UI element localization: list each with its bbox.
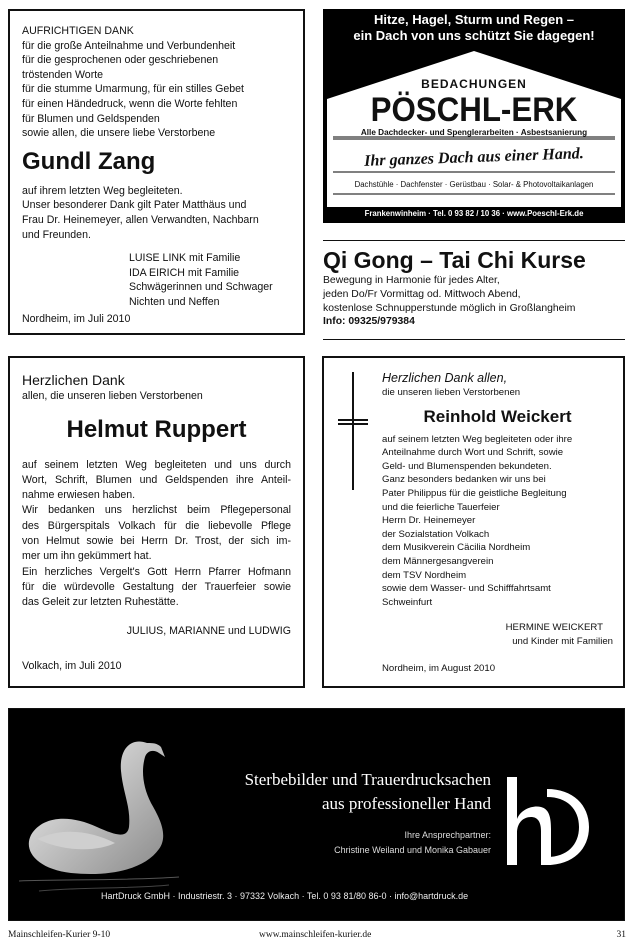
text-line: tröstenden Worte [22,68,104,81]
signer-line: HERMINE WEICKERT [505,622,603,634]
signer-line: Schwägerinnen und Schwager [129,281,273,294]
notice-gundl-zang [8,9,305,335]
text-line: das Geleit zur letzten Ruhestätte. [22,596,179,609]
text-line: für die große Anteilnahme und Verbundenheit [22,39,236,52]
qigong-ad [323,240,625,340]
text-line: Bewegung in Harmonie für jedes Alter, [323,275,500,286]
text-line: und Freunden. [22,228,91,241]
intro-text [22,24,291,141]
text-line: sowie allen, die unsere liebe Verstorbene [22,127,216,140]
hd-logo-icon [501,773,593,871]
headline-line-1: Hitze, Hagel, Sturm und Regen – [373,12,575,27]
text-line: jeden Do/Fr Vormittag od. Mittwoch Abend, [323,288,521,300]
text-line: Frau Dr. Heinemeyer, allen Verwandten, Nachbarn [22,213,259,226]
text-line: auf seinem letzten Weg begleiteten oder ihre [382,433,573,445]
text-line: sowie dem Wasser- und Schifffahrtsamt [382,583,551,595]
signers: JULIUS, MARIANNE und LUDWIG [126,624,291,637]
deceased-name: Helmut Ruppert [66,415,247,443]
text-line: dem Männergesangverein [382,555,494,567]
signer-line: IDA EIRICH mit Familie [129,266,240,279]
signer-line: LUISE LINK mit Familie [129,252,241,265]
roofing-ad [323,9,625,223]
notice-reinhold-weickert [322,356,625,688]
text-line: Wort, Schrift, Blumen und Geldspenden ihre Anteil- [22,473,291,486]
ad-footer: HartDruck GmbH · Industriestr. 3 · 97332 Volkach · Tel. 0 93 81/80 86-0 · info@hartdruck.de [101,891,469,901]
deceased-name: Reinhold Weickert [423,406,572,426]
notice-subheading: allen, die unseren lieben Verstorbenen [22,390,203,402]
info-phone: Info: 09325/979384 [323,316,415,328]
signer-line: und Kinder mit Familien [512,635,613,647]
text-line: auf ihrem letzten Weg begleiteten. [22,184,183,197]
text-line: dem TSV Nordheim [382,569,467,581]
text-line: AUFRICHTIGEN DANK [22,25,134,37]
signers [129,251,291,309]
services-line: Alle Dachdecker- und Spenglerarbeiten · Asbestsanierung [360,128,588,137]
text-line: für Blumen und Geldspenden [22,112,160,125]
signers [382,621,613,648]
qigong-title: Qi Gong – Tai Chi Kurse [323,247,586,273]
body-text [382,433,613,610]
contact-label: Ihre Ansprechpartner: [404,830,491,840]
place-date: Nordheim, im Juli 2010 [22,313,131,325]
text-line: Herrn Dr. Heinemeyer [382,515,476,527]
notice-helmut-ruppert [8,356,305,688]
text-line: Pater Philippus für die geistliche Begleitung [382,487,567,499]
body-text [22,458,291,611]
text-line: für die stumme Umarmung, für ein stilles Gebet [22,83,244,96]
text-line: und die feierliche Tauerfeier [382,501,500,513]
ad-headline-2: aus professioneller Hand [321,794,491,813]
brand-name: PÖSCHL-ERK [370,91,578,129]
place-date: Volkach, im Juli 2010 [22,660,122,672]
signer-line: Nichten und Neffen [129,295,220,308]
text-line: Ganz besonders bedanken wir uns bei [382,474,546,486]
swan-icon [19,731,219,911]
text-line: dem Musikverein Cäcilia Nordheim [382,542,531,554]
cross-bar [338,419,368,421]
text-line: des Bürgerspitals Volkach für die liebevolle Pflege [22,519,291,532]
headline-line-2: ein Dach von uns schützt Sie dagegen! [353,28,595,43]
body-text [22,184,291,242]
products-line: Dachstühle · Dachfenster · Gerüstbau · Solar- & Photovoltaikanlagen [354,180,594,189]
deceased-name: Gundl Zang [22,147,156,175]
text-line: der Sozialstation Volkach [382,528,490,540]
text-line: für die würdevolle Gestaltung der Trauerfeier sowie [22,580,291,593]
place-date: Nordheim, im August 2010 [382,663,496,674]
text-line: auf seinem letzten Weg begleiteten und uns durch [22,458,291,471]
contact-line: Frankenwinheim · Tel. 0 93 82 / 10 36 · www.Poeschl-Erk.de [364,209,584,218]
notice-heading: Herzlichen Dank [22,372,125,388]
ad-headline [323,12,625,44]
text-line: Anteilnahme durch Wort und Schrift, sowie [382,447,564,459]
text-line: für die gesprochenen oder geschriebenen [22,54,219,67]
notice-subheading: die unseren lieben Verstorbenen [382,387,521,398]
text-line: nahme erwiesen haben. [22,489,136,502]
text-line: für einen Händedruck, wenn die Worte fehlten [22,97,238,110]
text-line: Schweinfurt [382,596,433,608]
slogan: Ihr ganzes Dach aus einer Hand. [363,145,585,170]
text-line: Unser besonderer Dank gilt Pater Matthäus und [22,199,247,212]
text-line: Wir bedanken uns herzlichst beim Pflegepersonal [22,504,291,517]
brand-top: BEDACHUNGEN [421,77,527,91]
text-line: kostenlose Schnupperstunde möglich in Großlangheim [323,302,576,314]
notice-heading: Herzlichen Dank allen, [382,371,508,385]
text-line: mer um ihn gekümmert hat. [22,550,152,563]
text-line: von Helmut sowie bei Herrn Dr. Trost, der sich im- [22,535,291,548]
ad-headline-1: Sterbebilder und Trauerdrucksachen [244,770,491,789]
footer-publication: Mainschleifen-Kurier 9-10 [8,930,111,940]
text-line: Geld- und Blumenspenden bekundeten. [382,460,552,472]
footer-url: www.mainschleifen-kurier.de [259,930,372,940]
text-line: Ein herzliches Vergelt's Gott Herrn Pfarrer Hofmann [22,565,291,578]
contact-names: Christine Weiland und Monika Gabauer [334,845,491,855]
cross-bar [338,423,368,425]
print-shop-ad [8,708,625,921]
cross-icon [352,372,354,490]
page-number: 31 [616,930,626,940]
